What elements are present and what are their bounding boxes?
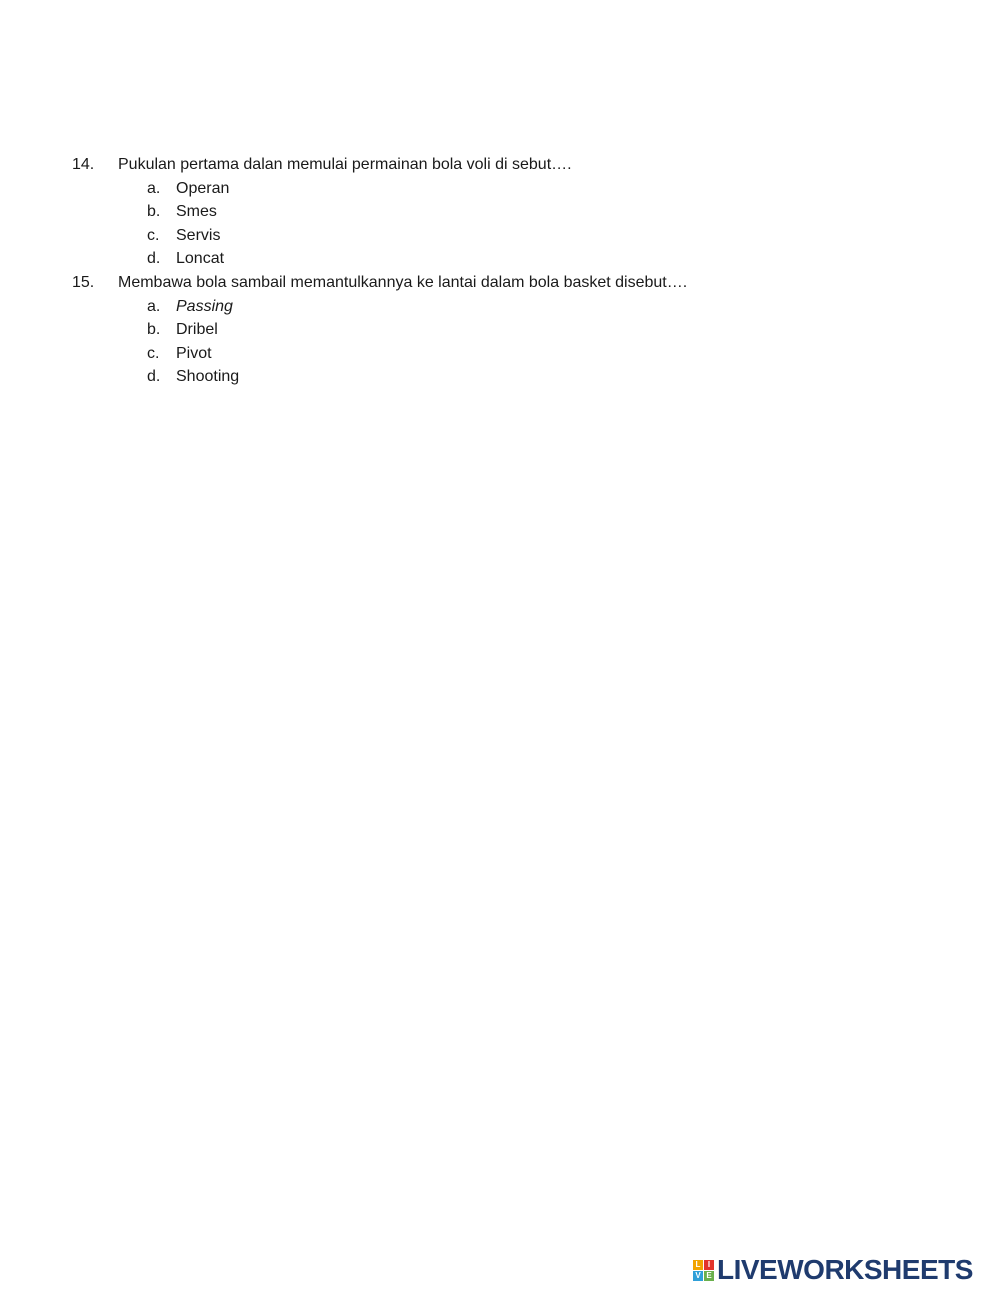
logo-letter-v: V xyxy=(693,1271,703,1281)
question-text: Pukulan pertama dalan memulai permainan bola voli di sebut…. xyxy=(118,156,572,173)
option-a[interactable] xyxy=(0,177,1000,201)
logo-letter-i: I xyxy=(704,1260,714,1270)
option-text: Operan xyxy=(176,179,230,197)
option-letter: a. xyxy=(147,179,161,197)
question-text: Membawa bola sambail memantulkannya ke lantai dalam bola basket disebut…. xyxy=(118,274,688,291)
question-row xyxy=(0,271,1000,295)
question-14 xyxy=(0,153,1000,271)
option-b[interactable] xyxy=(0,200,1000,224)
option-text: Passing xyxy=(176,297,233,315)
live-logo-icon xyxy=(693,1260,714,1281)
question-number: 14. xyxy=(72,156,95,173)
option-letter: d. xyxy=(147,368,161,386)
liveworksheets-logo xyxy=(693,1255,973,1285)
option-d[interactable] xyxy=(0,247,1000,271)
option-a[interactable] xyxy=(0,295,1000,319)
option-letter: b. xyxy=(147,321,161,339)
option-letter: a. xyxy=(147,297,161,315)
option-b[interactable] xyxy=(0,318,1000,342)
option-letter: c. xyxy=(147,226,160,244)
question-number: 15. xyxy=(72,274,95,291)
option-text: Shooting xyxy=(176,368,240,386)
option-text: Dribel xyxy=(176,321,218,339)
option-text: Servis xyxy=(176,226,221,244)
option-text: Pivot xyxy=(176,344,212,362)
logo-wordmark: LIVEWORKSHEETS xyxy=(717,1254,973,1285)
option-letter: c. xyxy=(147,344,160,362)
logo-letter-e: E xyxy=(704,1271,714,1281)
logo-letter-l: L xyxy=(693,1260,703,1270)
option-c[interactable] xyxy=(0,224,1000,248)
option-c[interactable] xyxy=(0,342,1000,366)
option-text: Smes xyxy=(176,203,217,221)
option-d[interactable] xyxy=(0,365,1000,389)
option-letter: b. xyxy=(147,203,161,221)
question-row xyxy=(0,153,1000,177)
option-letter: d. xyxy=(147,250,161,268)
option-text: Loncat xyxy=(176,250,225,268)
question-15 xyxy=(0,271,1000,389)
